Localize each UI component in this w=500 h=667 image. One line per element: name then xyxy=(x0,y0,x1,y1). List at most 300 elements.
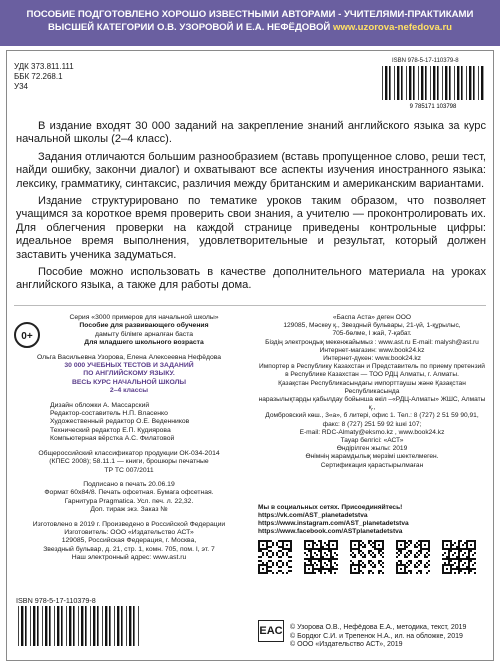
qr-module xyxy=(304,562,306,564)
qr-module xyxy=(352,552,354,554)
qr-module xyxy=(310,564,312,566)
qr-module xyxy=(316,568,318,570)
qr-module xyxy=(364,546,366,548)
qr-module xyxy=(398,560,400,562)
qr-module xyxy=(426,540,428,542)
qr-module xyxy=(466,540,468,542)
kazakh-line: 129085, Мәскеу қ., Звездный бульвары, 21-үй, 1-құрылыс, xyxy=(283,322,461,330)
qr-module xyxy=(364,556,366,558)
qr-module xyxy=(280,570,282,572)
qr-module xyxy=(404,572,406,574)
qr-module xyxy=(466,558,468,560)
barcode-bar xyxy=(54,606,55,646)
qr-module xyxy=(458,562,460,564)
qr-module xyxy=(354,556,356,558)
qr-module xyxy=(258,560,260,562)
qr-module xyxy=(470,568,472,570)
qr-module xyxy=(368,540,370,542)
qr-module xyxy=(428,560,430,562)
qr-module xyxy=(466,556,468,558)
qr-module xyxy=(282,564,284,566)
qr-module xyxy=(330,550,332,552)
qr-module xyxy=(418,540,420,542)
qr-module xyxy=(310,550,312,552)
qr-module xyxy=(358,546,360,548)
kazakh-info-block xyxy=(256,314,488,470)
title-line: ВЕСЬ КУРС НАЧАЛЬНОЙ ШКОЛЫ xyxy=(71,378,187,386)
qr-module xyxy=(276,552,278,554)
qr-module xyxy=(328,568,330,570)
qr-module xyxy=(450,558,452,560)
qr-module xyxy=(282,562,284,564)
credits-block xyxy=(14,402,244,444)
qr-module xyxy=(462,558,464,560)
print-info-block xyxy=(14,481,244,515)
barcode-bar xyxy=(461,66,463,100)
qr-module xyxy=(446,556,448,558)
qr-module xyxy=(304,540,306,542)
qr-code-facebook[interactable] xyxy=(350,540,384,574)
qr-module xyxy=(368,550,370,552)
series-line: дамыту білімге арналған баста xyxy=(94,330,194,338)
qr-module xyxy=(374,564,376,566)
qr-module xyxy=(474,548,476,550)
qr-module xyxy=(474,568,476,570)
qr-module xyxy=(332,556,334,558)
qr-module xyxy=(428,564,430,566)
qr-module xyxy=(400,560,402,562)
qr-module xyxy=(372,562,374,564)
qr-module xyxy=(398,540,400,542)
barcode-bar xyxy=(105,606,107,646)
qr-module xyxy=(400,552,402,554)
qr-module xyxy=(424,556,426,558)
qr-module xyxy=(382,546,384,548)
credit-line: Дизайн обложки А. Массарский xyxy=(50,401,150,409)
qr-module xyxy=(266,564,268,566)
qr-module xyxy=(260,548,262,550)
qr-module xyxy=(350,544,352,546)
qr-module xyxy=(310,560,312,562)
qr-module xyxy=(458,546,460,548)
qr-module xyxy=(468,560,470,562)
qr-module xyxy=(442,546,444,548)
banner-line-1: ПОСОБИЕ ПОДГОТОВЛЕНО ХОРОШО ИЗВЕСТНЫМИ АВТОРАМИ - УЧИТЕЛЯМИ-ПРАКТИКАМИ xyxy=(26,9,474,20)
qr-module xyxy=(350,566,352,568)
qr-module xyxy=(270,546,272,548)
credit-line: Редактор-составитель Н.П. Власенко xyxy=(50,410,168,418)
qr-module xyxy=(464,542,466,544)
qr-module xyxy=(446,568,448,570)
barcode-bar xyxy=(409,66,411,100)
qr-module xyxy=(328,548,330,550)
qr-module xyxy=(322,566,324,568)
qr-module xyxy=(360,544,362,546)
qr-module xyxy=(380,554,382,556)
qr-module xyxy=(266,570,268,572)
qr-module xyxy=(452,548,454,550)
credit-line: Компьютерная вёрстка А.С. Филатовой xyxy=(50,435,175,443)
title-line: 30 000 УЧЕБНЫХ ТЕСТОВ И ЗАДАНИЙ xyxy=(64,362,194,370)
qr-module xyxy=(308,558,310,560)
barcode-bar xyxy=(81,606,83,646)
qr-module xyxy=(380,548,382,550)
qr-module xyxy=(360,540,362,542)
qr-module xyxy=(262,572,264,574)
qr-module xyxy=(258,542,260,544)
copyright-line: © ООО «Издательство АСТ», 2019 xyxy=(290,641,403,649)
barcode-bar xyxy=(102,606,103,646)
qr-module xyxy=(418,564,420,566)
qr-module xyxy=(408,570,410,572)
qr-module xyxy=(320,548,322,550)
qr-module xyxy=(358,566,360,568)
qr-module xyxy=(350,564,352,566)
qr-module xyxy=(382,556,384,558)
qr-module xyxy=(336,554,338,556)
qr-module xyxy=(324,558,326,560)
qr-module xyxy=(400,544,402,546)
kazakh-line: Тауар белгісі: «АСТ» xyxy=(340,437,404,445)
qr-module xyxy=(330,564,332,566)
barcode-bar xyxy=(61,606,63,646)
qr-module xyxy=(324,548,326,550)
qr-module xyxy=(458,542,460,544)
qr-module xyxy=(314,542,316,544)
barcode-bar xyxy=(473,66,475,100)
qr-module xyxy=(426,572,428,574)
qr-module xyxy=(442,570,444,572)
qr-module xyxy=(336,542,338,544)
qr-module xyxy=(364,554,366,556)
qr-module xyxy=(312,548,314,550)
qr-module xyxy=(304,558,306,560)
qr-module xyxy=(312,558,314,560)
qr-module xyxy=(266,542,268,544)
qr-module xyxy=(262,568,264,570)
divider xyxy=(14,305,486,306)
qr-module xyxy=(424,566,426,568)
kazakh-line: факс: 8 (727) 251 59 92 ішкі 107; xyxy=(322,420,422,428)
barcode-bar xyxy=(421,66,423,100)
qr-module xyxy=(290,540,292,542)
qr-module xyxy=(282,542,284,544)
qr-module xyxy=(318,548,320,550)
publisher-line: 129085, Российская Федерация, г. Москва, xyxy=(61,537,197,545)
qr-module xyxy=(458,540,460,542)
qr-module xyxy=(374,556,376,558)
qr-module xyxy=(276,564,278,566)
qr-module xyxy=(358,564,360,566)
qr-module xyxy=(378,560,380,562)
qr-module xyxy=(360,560,362,562)
qr-module xyxy=(288,548,290,550)
qr-module xyxy=(322,546,324,548)
qr-module xyxy=(362,552,364,554)
qr-module xyxy=(474,540,476,542)
qr-module xyxy=(330,572,332,574)
qr-module xyxy=(454,552,456,554)
qr-module xyxy=(280,566,282,568)
qr-module xyxy=(454,572,456,574)
qr-module xyxy=(290,566,292,568)
qr-module xyxy=(320,542,322,544)
social-block xyxy=(258,504,488,536)
qr-module xyxy=(442,572,444,574)
qr-module xyxy=(424,554,426,556)
qr-module xyxy=(446,544,448,546)
qr-module xyxy=(360,564,362,566)
qr-module xyxy=(420,540,422,542)
qr-module xyxy=(372,542,374,544)
qr-module xyxy=(450,566,452,568)
qr-module xyxy=(474,544,476,546)
qr-module xyxy=(468,554,470,556)
qr-module xyxy=(318,560,320,562)
qr-module xyxy=(306,548,308,550)
qr-code-vk[interactable] xyxy=(258,540,292,574)
qr-module xyxy=(310,562,312,564)
qr-module xyxy=(290,556,292,558)
qr-module xyxy=(448,572,450,574)
qr-module xyxy=(456,556,458,558)
barcode-bar xyxy=(430,66,431,100)
qr-module xyxy=(320,572,322,574)
barcode-bar xyxy=(18,606,19,646)
kazakh-line: Интернет-магазин: www.book24.kz xyxy=(319,346,425,354)
qr-module xyxy=(420,546,422,548)
qr-module xyxy=(450,568,452,570)
qr-module xyxy=(470,570,472,572)
qr-module xyxy=(350,572,352,574)
classifier-block xyxy=(14,450,244,475)
social-link-instagram[interactable]: https://www.instagram.com/AST_planetadetstva xyxy=(258,520,409,527)
qr-module xyxy=(446,564,448,566)
qr-module xyxy=(428,570,430,572)
annotation-paragraph: Пособие можно использовать в качестве дополнительного материала на уроках английского языка, а также для работы дома. xyxy=(16,266,486,292)
qr-module xyxy=(330,556,332,558)
credit-line: Художественный редактор О.Е. Веденников xyxy=(50,418,190,426)
qr-module xyxy=(418,570,420,572)
qr-module xyxy=(374,542,376,544)
qr-module xyxy=(320,564,322,566)
qr-module xyxy=(282,554,284,556)
social-link-vk[interactable]: https://vk.com/AST_planetadetstva xyxy=(258,512,368,519)
qr-module xyxy=(278,540,280,542)
print-info-line: Подписано в печать 20.06.19 xyxy=(83,480,175,488)
qr-module xyxy=(318,570,320,572)
qr-module xyxy=(396,566,398,568)
qr-module xyxy=(406,542,408,544)
qr-module xyxy=(282,540,284,542)
qr-module xyxy=(328,550,330,552)
qr-module xyxy=(286,552,288,554)
qr-module xyxy=(350,550,352,552)
publisher-block xyxy=(14,521,244,563)
qr-module xyxy=(410,540,412,542)
kazakh-line: 705-бөлме, I жай, 7-қабат. xyxy=(332,330,412,338)
qr-module xyxy=(448,548,450,550)
qr-module xyxy=(258,564,260,566)
qr-module xyxy=(452,564,454,566)
qr-module xyxy=(472,548,474,550)
barcode-bar xyxy=(109,606,111,646)
qr-module xyxy=(258,570,260,572)
copyright-line: © Узорова О.В., Нефёдова Е.А., методика, текст, 2019 xyxy=(290,624,467,631)
qr-module xyxy=(262,554,264,556)
qr-module xyxy=(444,540,446,542)
qr-module xyxy=(448,556,450,558)
qr-module xyxy=(396,572,398,574)
qr-module xyxy=(278,560,280,562)
qr-module xyxy=(396,542,398,544)
kazakh-line: Сертификация қарастырылмаған xyxy=(320,461,424,469)
qr-module xyxy=(326,564,328,566)
qr-module xyxy=(428,540,430,542)
kazakh-line: E-mail: RDC-Almaty@eksmo.kz , www.book24.kz xyxy=(299,428,445,436)
qr-module xyxy=(304,548,306,550)
qr-module xyxy=(474,542,476,544)
qr-module xyxy=(334,572,336,574)
qr-module xyxy=(472,564,474,566)
qr-module xyxy=(456,568,458,570)
publisher-line: Изготовлено в 2019 г. Произведено в Российской Федерации xyxy=(32,520,226,528)
qr-module xyxy=(400,562,402,564)
qr-module xyxy=(312,556,314,558)
qr-module xyxy=(396,552,398,554)
qr-module xyxy=(370,554,372,556)
qr-module xyxy=(336,564,338,566)
qr-module xyxy=(396,568,398,570)
social-link-facebook[interactable]: https://www.facebook.com/ASTplanetadetstva xyxy=(258,528,403,535)
barcode-bar xyxy=(126,606,127,646)
qr-module xyxy=(408,540,410,542)
barcode-bar xyxy=(478,66,479,100)
qr-module xyxy=(468,556,470,558)
qr-module xyxy=(410,572,412,574)
qr-module xyxy=(458,566,460,568)
qr-module xyxy=(382,566,384,568)
annotation-paragraph: Издание структурировано по тематике уроков таким образом, что позволяет учащимся за короткое время проверить свои знания, а учителю — проконтролировать их. Для облегчения проверки на каждой странице приведены контрольные цифры: идеальное время выполнения, удовлетворительные и результат, который должен заставить ученика задуматься. xyxy=(16,195,486,261)
banner-url[interactable]: www.uzorova-nefedova.ru xyxy=(332,22,453,33)
qr-module xyxy=(382,552,384,554)
qr-code-shop[interactable] xyxy=(442,540,476,574)
qr-module xyxy=(358,544,360,546)
qr-module xyxy=(358,568,360,570)
qr-module xyxy=(262,562,264,564)
qr-module xyxy=(286,564,288,566)
qr-module xyxy=(304,570,306,572)
qr-module xyxy=(446,572,448,574)
qr-module xyxy=(314,572,316,574)
qr-module xyxy=(400,548,402,550)
qr-module xyxy=(312,570,314,572)
barcode-bar xyxy=(394,66,395,100)
qr-module xyxy=(310,552,312,554)
qr-module xyxy=(260,550,262,552)
qr-module xyxy=(266,568,268,570)
qr-module xyxy=(442,540,444,542)
qr-module xyxy=(406,556,408,558)
qr-module xyxy=(336,546,338,548)
qr-module xyxy=(282,546,284,548)
barcode-bar xyxy=(57,606,59,646)
qr-module xyxy=(352,572,354,574)
qr-module xyxy=(378,544,380,546)
qr-module xyxy=(460,560,462,562)
qr-module xyxy=(450,560,452,562)
qr-module xyxy=(288,570,290,572)
qr-module xyxy=(464,562,466,564)
qr-module xyxy=(370,564,372,566)
qr-module xyxy=(316,544,318,546)
qr-module xyxy=(350,554,352,556)
qr-module xyxy=(398,564,400,566)
qr-module xyxy=(308,568,310,570)
qr-code-site[interactable] xyxy=(396,540,430,574)
qr-module xyxy=(444,558,446,560)
qr-module xyxy=(410,570,412,572)
qr-module xyxy=(308,548,310,550)
qr-module xyxy=(442,568,444,570)
qr-module xyxy=(450,542,452,544)
qr-module xyxy=(404,546,406,548)
qr-module xyxy=(308,544,310,546)
qr-module xyxy=(332,568,334,570)
social-heading: Мы в социальных сетях. Присоединяйтесь! xyxy=(258,504,403,511)
qr-code-instagram[interactable] xyxy=(304,540,338,574)
qr-module xyxy=(258,550,260,552)
qr-module xyxy=(378,562,380,564)
qr-module xyxy=(350,560,352,562)
qr-module xyxy=(328,560,330,562)
bbk-code: ББК 72.268.1 xyxy=(14,72,63,81)
qr-module xyxy=(320,556,322,558)
series-line: Серия «3000 примеров для начальной школы» xyxy=(69,314,219,321)
qr-module xyxy=(316,554,318,556)
qr-module xyxy=(260,560,262,562)
qr-module xyxy=(354,568,356,570)
qr-module xyxy=(362,542,364,544)
qr-module xyxy=(320,544,322,546)
qr-module xyxy=(316,564,318,566)
kazakh-line: Импортер в Республику Казахстан и Представитель по приему претензий xyxy=(259,363,485,371)
qr-module xyxy=(322,558,324,560)
qr-module xyxy=(358,552,360,554)
classifier-line: ТР ТС 007/2011 xyxy=(104,466,154,474)
qr-module xyxy=(404,568,406,570)
qr-module xyxy=(258,546,260,548)
qr-module xyxy=(322,556,324,558)
qr-module xyxy=(462,568,464,570)
qr-module xyxy=(424,548,426,550)
qr-module xyxy=(320,562,322,564)
qr-module xyxy=(464,568,466,570)
qr-module xyxy=(356,564,358,566)
copyright-block xyxy=(290,624,490,650)
qr-module xyxy=(290,548,292,550)
kazakh-line: Интернет-дүкен: www.book24.kz xyxy=(323,355,421,363)
qr-module xyxy=(276,572,278,574)
qr-module xyxy=(312,544,314,546)
qr-module xyxy=(330,548,332,550)
qr-module xyxy=(370,550,372,552)
qr-module xyxy=(320,546,322,548)
qr-module xyxy=(330,558,332,560)
qr-module xyxy=(264,564,266,566)
qr-module xyxy=(410,560,412,562)
qr-module xyxy=(308,564,310,566)
